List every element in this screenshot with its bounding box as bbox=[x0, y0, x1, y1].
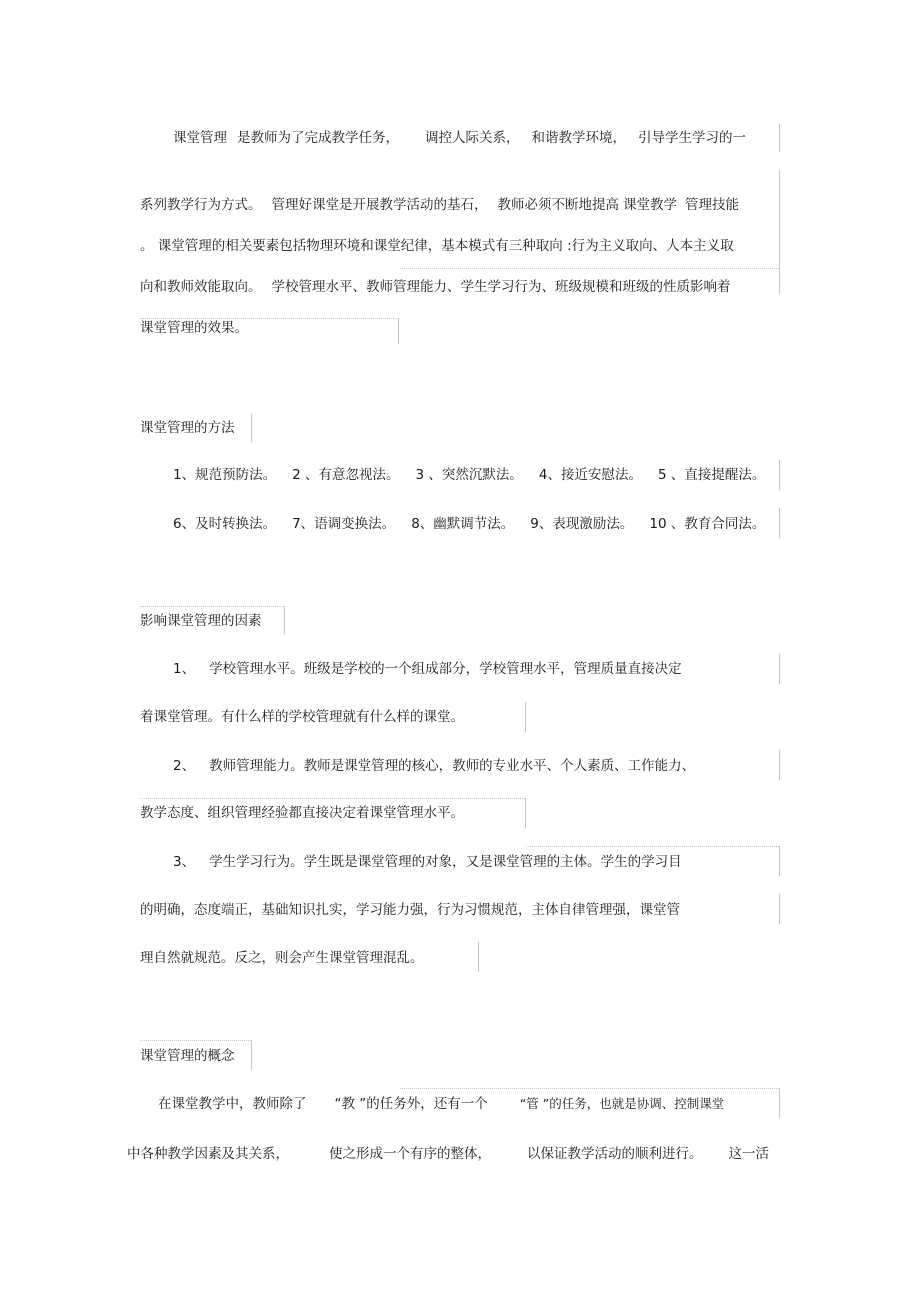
method-item: 9、表现激励法。 bbox=[530, 516, 634, 532]
concept-heading: 课堂管理的概念 bbox=[140, 1048, 235, 1064]
dotted-rule bbox=[140, 1040, 251, 1041]
factor-1-line-1 bbox=[173, 659, 682, 679]
intro-term: 课堂管理 bbox=[173, 130, 227, 146]
concept-text: 使之形成一个有序的整体， bbox=[329, 1146, 491, 1162]
vertical-rule bbox=[779, 1088, 780, 1118]
factor-1-line-2: 着课堂管理。有什么样的学校管理就有什么样的课堂。 bbox=[140, 709, 464, 725]
vertical-rule bbox=[779, 124, 780, 152]
intro-text: 学校管理水平、教师管理能力、学生学习行为、班级规模和班级的性质影响着 bbox=[271, 279, 731, 295]
method-item: 8、幽默调节法。 bbox=[411, 516, 515, 532]
intro-text: 引导学生学习的一 bbox=[638, 130, 746, 146]
intro-text: 调控人际关系， bbox=[425, 130, 520, 146]
intro-text: 课堂教学 bbox=[623, 197, 677, 213]
vertical-rule bbox=[398, 318, 399, 344]
factor-number: 1、 bbox=[173, 661, 196, 677]
intro-line-4 bbox=[140, 277, 731, 297]
factor-number: 2、 bbox=[173, 758, 196, 774]
vertical-rule bbox=[251, 414, 252, 442]
concept-text: “管 ”的任务，也就是协调、控制课堂 bbox=[519, 1096, 725, 1111]
factor-2-line-2: 教学态度、组织管理经验都直接决定着课堂管理水平。 bbox=[140, 805, 464, 821]
intro-text: 教师必须不断地提高 bbox=[497, 197, 619, 213]
factor-3-line-1 bbox=[173, 852, 682, 872]
dotted-rule bbox=[400, 1088, 779, 1089]
intro-text: 和谐教学环境， bbox=[531, 130, 626, 146]
factor-text: 学校管理水平。班级是学校的一个组成部分，学校管理水平，管理质量直接决定 bbox=[209, 661, 682, 677]
vertical-rule bbox=[478, 942, 479, 972]
method-item: 4、接近安慰法。 bbox=[538, 467, 642, 483]
concept-text: 以保证教学活动的顺利进行。 bbox=[527, 1146, 703, 1162]
concept-text: 中各种教学因素及其关系， bbox=[127, 1146, 289, 1162]
intro-text: 管理技能 bbox=[685, 197, 739, 213]
intro-text: 管理好课堂是开展教学活动的基石， bbox=[271, 197, 488, 213]
method-item: 1、规范预防法。 bbox=[173, 467, 277, 483]
concept-text: “教 ”的任务外，还有一个 bbox=[334, 1096, 488, 1112]
concept-line-1 bbox=[158, 1094, 724, 1114]
intro-text: 系列教学行为方式。 bbox=[140, 197, 262, 213]
intro-text: 向和教师效能取向。 bbox=[140, 279, 262, 295]
factor-text: 教师管理能力。教师是课堂管理的核心，教师的专业水平、个人素质、工作能力、 bbox=[209, 758, 696, 774]
factor-text: 学生学习行为。学生既是课堂管理的对象，又是课堂管理的主体。学生的学习目 bbox=[209, 854, 682, 870]
factor-3-line-3: 理自然就规范。反之，则会产生课堂管理混乱。 bbox=[140, 950, 424, 966]
concept-text: 这一活 bbox=[728, 1146, 769, 1162]
concept-text: 在课堂教学中，教师除了 bbox=[158, 1096, 307, 1112]
dotted-rule bbox=[140, 798, 525, 799]
vertical-rule bbox=[284, 606, 285, 634]
methods-heading: 课堂管理的方法 bbox=[140, 420, 235, 436]
vertical-rule bbox=[525, 798, 526, 828]
dotted-rule bbox=[400, 268, 779, 269]
vertical-rule bbox=[779, 846, 780, 876]
vertical-rule bbox=[779, 170, 780, 294]
vertical-rule bbox=[525, 702, 526, 732]
vertical-rule bbox=[779, 750, 780, 780]
vertical-rule bbox=[779, 894, 780, 924]
vertical-rule bbox=[779, 460, 780, 490]
method-item: 3 、突然沉默法。 bbox=[415, 467, 523, 483]
intro-line-5: 课堂管理的效果。 bbox=[140, 320, 248, 336]
method-item: 2 、有意忽视法。 bbox=[292, 467, 400, 483]
factor-3-line-2: 的明确，态度端正，基础知识扎实，学习能力强，行为习惯规范，主体自律管理强，课堂管 bbox=[140, 902, 680, 918]
methods-row-2 bbox=[173, 514, 765, 534]
method-item: 7、语调变换法。 bbox=[292, 516, 396, 532]
intro-line-3: 。 课堂管理的相关要素包括物理环境和课堂纪律，基本模式有三种取向 :行为主义取向、人本主义取 bbox=[140, 238, 734, 254]
intro-text: 是教师为了完成教学任务， bbox=[237, 130, 399, 146]
vertical-rule bbox=[251, 1040, 252, 1070]
concept-line-2 bbox=[127, 1144, 769, 1164]
methods-row-1 bbox=[173, 465, 765, 485]
factors-heading: 影响课堂管理的因素 bbox=[140, 613, 262, 629]
dotted-rule bbox=[140, 606, 284, 607]
factor-number: 3、 bbox=[173, 854, 196, 870]
intro-line-2 bbox=[140, 195, 739, 215]
factor-2-line-1 bbox=[173, 756, 695, 776]
method-item: 5 、直接提醒法。 bbox=[657, 467, 766, 483]
intro-line-1 bbox=[173, 128, 746, 148]
dotted-rule bbox=[526, 846, 779, 847]
vertical-rule bbox=[779, 508, 780, 538]
vertical-rule bbox=[779, 654, 780, 684]
method-item: 6、及时转换法。 bbox=[173, 516, 277, 532]
method-item: 10 、教育合同法。 bbox=[649, 516, 766, 532]
